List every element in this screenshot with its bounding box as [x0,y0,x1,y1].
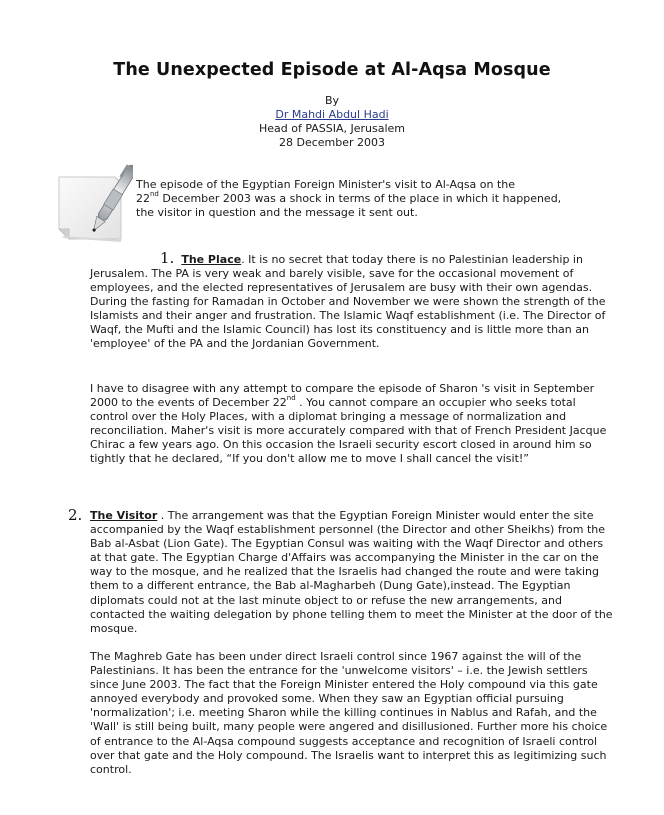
byline-by: By [324,94,340,107]
section-the-visitor-paragraph-2: The Maghreb Gate has been under direct Israeli control since 1967 against the will of the Palestinians. It has been the entrance for the 'unwelcome visitors' – i.e. the Jewish settlers since June 2003. The fact that the Foreign Minister entered the Holy compound via this gate annoyed everybody and provoked some. When they saw an Egyptian official pursuing 'normalization'; i.e. meeting Sharon while the killing continues in Nablus and Rafah, and the 'Wall' is still being built, many people were angered and disillusioned. Further more his choice of entrance to the Al-Aqsa compound suggests acceptance and recognition of Israeli control over that gate and the Holy compound. The Israelis want to interpret this as legitimizing such control. [90,650,608,776]
author-affiliation: Head of PASSIA, Jerusalem [258,122,406,135]
section-the-place [90,251,610,351]
section-the-place-paragraph-2: I have to disagree with any attempt to compare the episode of Sharon 's visit in September 2000 to the events of December 22nd . You cannot compare an occupier who seeks total control over the Holy Places, with a diplomat bringing a message of normalization and reconciliation. Maher's visit is more accurately compared with that of French President Jacque Chirac a few years ago. On this occasion the Israeli security escort closed in around him so tightly that he declared, “If you don't allow me to move I shall cancel the visit!” [90,382,607,465]
section-heading: The Place [181,253,242,266]
section-paragraph: . It is no secret that today there is no Palestinian leadership in Jerusalem. The PA is very weak and barely visible, save for the occasional movement of employees, and the elected representatives of Jerusalem are busy with their own agendas. During the fasting for Ramadan in October and November we were shown the strength of the Islamists and their anger and frustration. The Islamic Waqf establishment (i.e. The Director of Waqf, the Mufti and the Islamic Council) has lost its constituency and is little more than an 'employee' of the PA and the Jordanian Government. [90,253,606,350]
section-the-visitor [90,509,615,636]
pencil-paper-icon [55,163,133,245]
author-link[interactable]: Dr Mahdi Abdul Hadi [275,108,389,121]
intro-paragraph: The episode of the Egyptian Foreign Minister's visit to Al-Aqsa on the 22nd December 2003 was a shock in terms of the place in which it happened, the visitor in question and the message it sent out. [136,178,562,219]
section-paragraph: . The arrangement was that the Egyptian Foreign Minister would enter the site accompanied by the Waqf establishment personnel (the Director and other Sheikhs) from the Bab al-Asbat (Lion Gate). The Egyptian Consul was waiting with the Waqf Director and others at that gate. The Egyptian Charge d'Affairs was accompanying the Minister in the car on the way to the mosque, and he realized that the Israelis had changed the route and were taking them to a different entrance, the Bab al-Magharbeh (Dung Gate),instead. The Egyptian diplomats could not at the last minute object to or refuse the new arrangements, and contacted the waiting delegation by phone telling them to meet the Minister at the door of the mosque. [90,509,613,635]
publication-date: 28 December 2003 [278,136,386,149]
section-number: 1. [160,249,175,267]
byline [0,94,664,150]
page-title: The Unexpected Episode at Al-Aqsa Mosque [113,60,551,80]
section-number: 2. [68,506,83,524]
section-heading: The Visitor [90,509,158,522]
